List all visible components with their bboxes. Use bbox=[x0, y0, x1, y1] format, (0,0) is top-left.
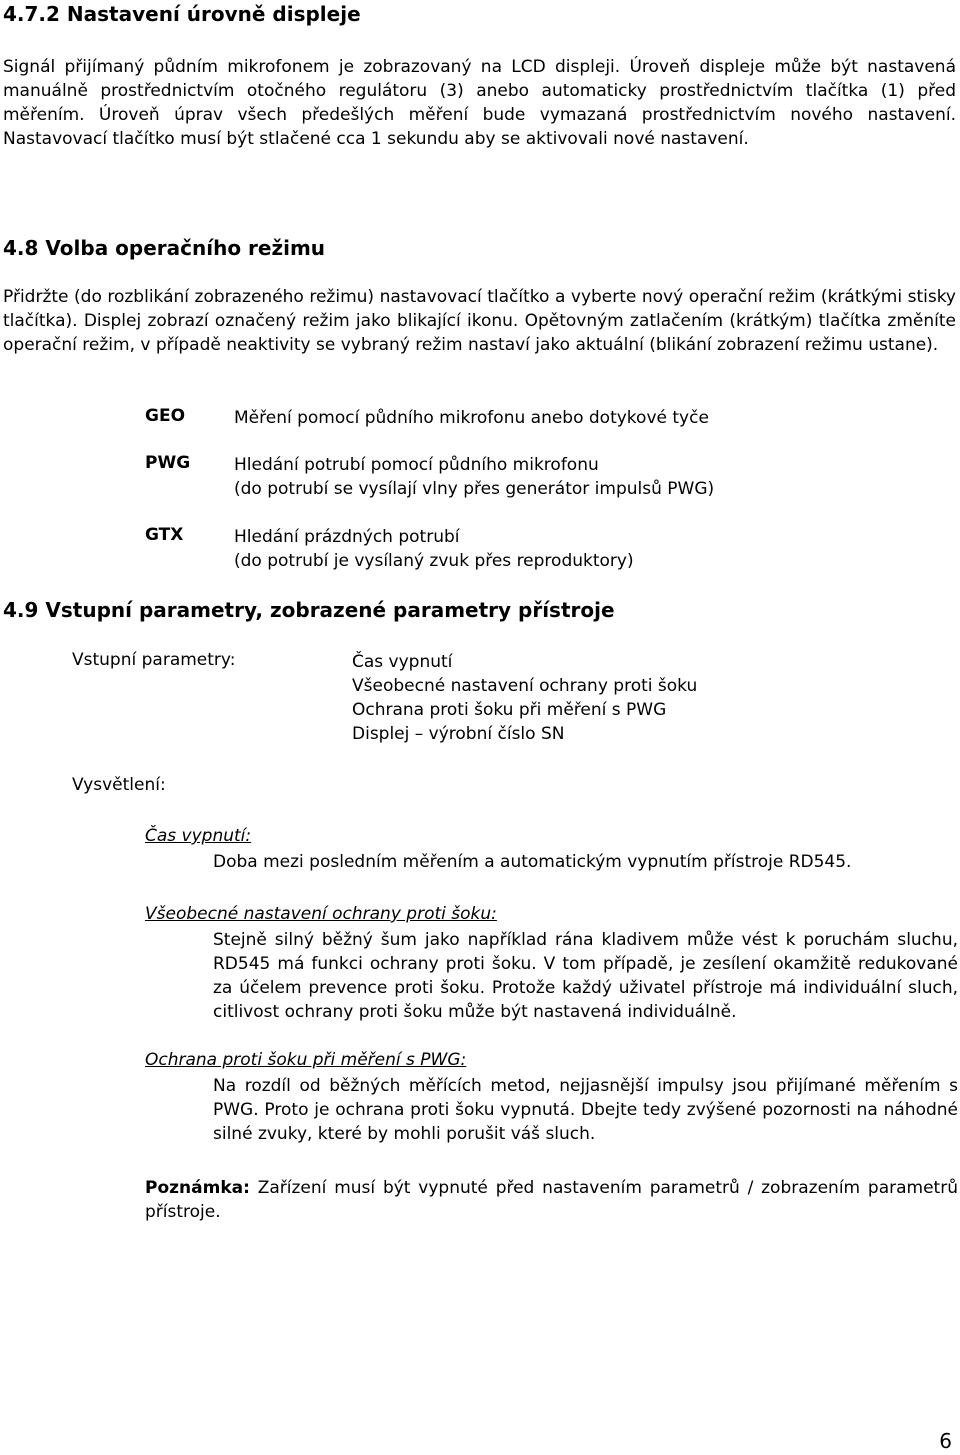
desc-general-shock-protection: Stejně silný běžný šum jako například rána kladivem může vést k poruchám sluchu, RD545 má funkci ochrany proti šoku. V tom případě, je zesílení okamžitě redukované za účelem prevence proti šoku. Protože každý uživatel přístroje má individuální sluch, citlivost ochrany proti šoku může být nastavená individuálně. bbox=[213, 930, 958, 1022]
parameter-item: Čas vypnutí bbox=[352, 652, 453, 672]
note-paragraph bbox=[145, 1176, 958, 1224]
term-shutdown-time: Čas vypnutí: bbox=[145, 826, 252, 846]
mode-code-geo: GEO bbox=[145, 406, 186, 426]
parameter-item: Displej – výrobní číslo SN bbox=[352, 724, 565, 744]
parameter-item: Všeobecné nastavení ochrany proti šoku bbox=[352, 676, 698, 696]
mode-desc-line: Hledání prázdných potrubí bbox=[234, 527, 460, 547]
note-text: Zařízení musí být vypnuté před nastavením parametrů / zobrazením parametrů přístroje. bbox=[145, 1178, 958, 1222]
desc-pwg-shock-protection: Na rozdíl od běžných měřících metod, nejjasnější impulsy jsou přijímané měřením s PWG. Proto je ochrana proti šoku vypnutá. Dbejte tedy zvýšené pozornosti na náhodné silné zvuky, které by mohli porušit váš sluch. bbox=[213, 1076, 958, 1144]
mode-desc-pwg bbox=[234, 453, 714, 501]
mode-code-pwg: PWG bbox=[145, 453, 191, 473]
paragraph-mode-selection: Přidržte (do rozblikání zobrazeného režimu) nastavovací tlačítko a vyberte nový operační režim (krátkými stisky tlačítka). Displej zobrazí označený režim jako blikající ikonu. Opětovným zatlačením (krátkým) tlačítka změníte operační režim, v případě neaktivity se vybraný režim nastaví jako aktuální (blikání zobrazení režimu ustane). bbox=[3, 287, 956, 355]
parameter-item: Ochrana proti šoku při měření s PWG bbox=[352, 700, 667, 720]
note-label: Poznámka: bbox=[145, 1178, 250, 1198]
mode-desc-line: Hledání potrubí pomocí půdního mikrofonu bbox=[234, 455, 599, 475]
paragraph-display-level: Signál přijímaný půdním mikrofonem je zobrazovaný na LCD displeji. Úroveň displeje může být nastavená manuálně prostřednictvím otočného regulátoru (3) anebo automaticky prostřednictvím tlačítka (1) před měřením. Úroveň úprav všech předešlých měření bude vymazaná prostřednictvím nového nastavení. Nastavovací tlačítko musí být stlačené cca 1 sekundu aby se aktivovali nové nastavení. bbox=[3, 57, 956, 149]
explanation-label: Vysvětlení: bbox=[72, 775, 166, 795]
mode-desc-geo bbox=[234, 406, 709, 430]
mode-desc-line: (do potrubí je vysílaný zvuk přes reproduktory) bbox=[234, 551, 634, 571]
section-heading-4-9: 4.9 Vstupní parametry, zobrazené parametry přístroje bbox=[3, 598, 615, 622]
parameter-list bbox=[352, 650, 697, 746]
input-parameters-label: Vstupní parametry: bbox=[72, 650, 236, 670]
mode-desc-line: Měření pomocí půdního mikrofonu anebo dotykové tyče bbox=[234, 408, 709, 428]
term-pwg-shock-protection: Ochrana proti šoku při měření s PWG: bbox=[145, 1050, 467, 1070]
mode-desc-gtx bbox=[234, 525, 634, 573]
mode-code-gtx: GTX bbox=[145, 525, 184, 545]
section-heading-4-8: 4.8 Volba operačního režimu bbox=[3, 236, 326, 260]
mode-desc-line: (do potrubí se vysílají vlny přes generátor impulsů PWG) bbox=[234, 479, 715, 499]
desc-shutdown-time: Doba mezi posledním měřením a automatickým vypnutím přístroje RD545. bbox=[213, 852, 852, 872]
term-general-shock-protection: Všeobecné nastavení ochrany proti šoku: bbox=[145, 904, 497, 924]
page-number: 6 bbox=[939, 1429, 952, 1453]
section-heading-4-7-2: 4.7.2 Nastavení úrovně displeje bbox=[3, 2, 361, 26]
